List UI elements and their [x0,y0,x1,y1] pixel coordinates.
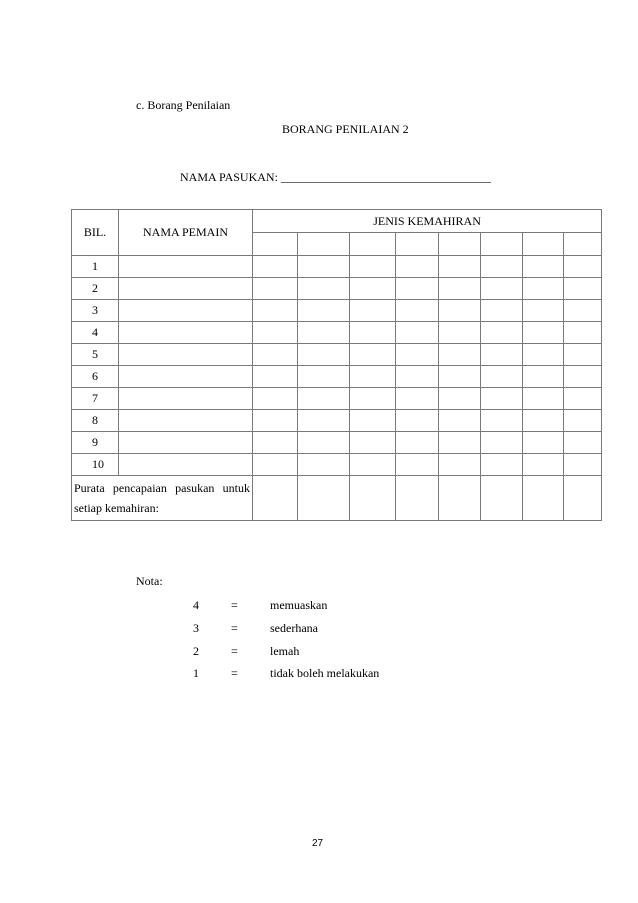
score-cell[interactable] [350,432,396,454]
score-cell[interactable] [350,454,396,476]
team-name-label: NAMA PASUKAN: ___________________________________ [180,170,491,184]
score-cell[interactable] [396,344,439,366]
skill-cell[interactable] [439,233,481,256]
player-name-cell[interactable] [119,300,253,322]
notes-title: Nota: [136,574,163,588]
score-cell[interactable] [439,410,481,432]
note-description: sederhana [270,621,318,635]
summary-cell[interactable] [253,476,298,521]
score-cell[interactable] [481,454,523,476]
table-row [72,388,602,410]
score-cell[interactable] [396,410,439,432]
score-cell[interactable] [481,388,523,410]
table-row [72,344,602,366]
score-cell[interactable] [396,300,439,322]
score-cell[interactable] [396,388,439,410]
score-cell[interactable] [253,454,298,476]
score-cell[interactable] [439,344,481,366]
row-number: 4 [72,322,119,344]
row-number: 6 [72,366,119,388]
form-title: BORANG PENILAIAN 2 [282,122,409,136]
note-description: tidak boleh melakukan [270,666,380,680]
table-row [72,278,602,300]
table-row [72,366,602,388]
score-cell[interactable] [298,454,350,476]
score-cell[interactable] [564,366,602,388]
section-label: c. Borang Penilaian [136,98,231,112]
score-cell[interactable] [564,322,602,344]
score-cell[interactable] [298,300,350,322]
row-number: 10 [72,454,119,476]
note-score: 1 [193,666,199,680]
score-cell[interactable] [523,454,564,476]
score-cell[interactable] [253,388,298,410]
score-cell[interactable] [564,388,602,410]
row-number: 1 [72,256,119,278]
score-cell[interactable] [253,278,298,300]
score-cell[interactable] [298,278,350,300]
row-number: 8 [72,410,119,432]
score-cell[interactable] [523,410,564,432]
score-cell[interactable] [523,278,564,300]
score-cell[interactable] [564,344,602,366]
score-cell[interactable] [439,278,481,300]
score-cell[interactable] [481,278,523,300]
skill-cell[interactable] [396,233,439,256]
score-cell[interactable] [253,344,298,366]
page-number: 27 [312,838,324,849]
score-cell[interactable] [396,454,439,476]
score-cell[interactable] [350,300,396,322]
score-cell[interactable] [396,432,439,454]
score-cell[interactable] [350,278,396,300]
table-row [72,256,602,278]
score-cell[interactable] [523,366,564,388]
score-cell[interactable] [523,322,564,344]
skill-cell[interactable] [523,233,564,256]
score-cell[interactable] [523,388,564,410]
header-player-name: NAMA PEMAIN [119,210,253,256]
score-cell[interactable] [253,322,298,344]
score-cell[interactable] [298,432,350,454]
table-row [72,300,602,322]
note-score: 4 [193,598,199,612]
score-cell[interactable] [439,256,481,278]
player-name-cell[interactable] [119,278,253,300]
score-cell[interactable] [350,410,396,432]
score-cell[interactable] [439,322,481,344]
score-cell[interactable] [298,256,350,278]
score-cell[interactable] [564,278,602,300]
skill-cell[interactable] [298,233,350,256]
score-cell[interactable] [396,256,439,278]
score-cell[interactable] [523,256,564,278]
score-cell[interactable] [481,344,523,366]
row-number: 3 [72,300,119,322]
note-equals: = [231,598,238,612]
score-cell[interactable] [298,388,350,410]
table-row [72,322,602,344]
player-name-cell[interactable] [119,256,253,278]
note-score: 3 [193,621,199,635]
score-cell[interactable] [253,432,298,454]
summary-cell[interactable] [350,476,396,521]
summary-cell[interactable] [439,476,481,521]
score-cell[interactable] [523,344,564,366]
note-equals: = [231,644,238,658]
score-cell[interactable] [523,300,564,322]
summary-cell[interactable] [481,476,523,521]
summary-cell[interactable] [396,476,439,521]
score-cell[interactable] [350,366,396,388]
score-cell[interactable] [253,256,298,278]
score-cell[interactable] [564,256,602,278]
score-cell[interactable] [564,432,602,454]
row-number: 7 [72,388,119,410]
player-name-cell[interactable] [119,388,253,410]
score-cell[interactable] [481,366,523,388]
score-cell[interactable] [439,388,481,410]
summary-cell[interactable] [523,476,564,521]
score-cell[interactable] [350,256,396,278]
score-cell[interactable] [253,410,298,432]
score-cell[interactable] [396,278,439,300]
player-name-cell[interactable] [119,322,253,344]
score-cell[interactable] [564,300,602,322]
note-equals: = [231,666,238,680]
summary-cell[interactable] [298,476,350,521]
summary-label: Purata pencapaian pasukan untuk setiap kemahiran: [72,476,253,521]
score-cell[interactable] [350,344,396,366]
score-cell[interactable] [298,366,350,388]
score-cell[interactable] [350,388,396,410]
row-number: 5 [72,344,119,366]
score-cell[interactable] [396,322,439,344]
note-description: lemah [270,644,300,658]
table-row [72,454,602,476]
score-cell[interactable] [298,322,350,344]
note-equals: = [231,621,238,635]
score-cell[interactable] [439,432,481,454]
score-cell[interactable] [481,410,523,432]
score-cell[interactable] [439,366,481,388]
summary-cell[interactable] [564,476,602,521]
score-cell[interactable] [350,322,396,344]
skill-cell[interactable] [564,233,602,256]
player-name-cell[interactable] [119,344,253,366]
score-cell[interactable] [481,432,523,454]
row-number: 9 [72,432,119,454]
note-description: memuaskan [270,598,328,612]
score-cell[interactable] [439,454,481,476]
row-number: 2 [72,278,119,300]
summary-row [72,476,602,521]
score-cell[interactable] [481,322,523,344]
score-cell[interactable] [439,300,481,322]
player-name-cell[interactable] [119,410,253,432]
header-skill-type: JENIS KEMAHIRAN [253,210,602,233]
table-row [72,410,602,432]
skill-cell[interactable] [253,233,298,256]
table-header-row [72,210,602,233]
score-cell[interactable] [396,366,439,388]
player-name-cell[interactable] [119,366,253,388]
score-cell[interactable] [481,300,523,322]
table-row [72,432,602,454]
score-cell[interactable] [481,256,523,278]
score-cell[interactable] [523,432,564,454]
score-cell[interactable] [564,410,602,432]
score-cell[interactable] [298,410,350,432]
score-cell[interactable] [253,366,298,388]
player-name-cell[interactable] [119,432,253,454]
assessment-table [71,209,602,521]
score-cell[interactable] [564,454,602,476]
score-cell[interactable] [298,344,350,366]
note-score: 2 [193,644,199,658]
player-name-cell[interactable] [119,454,253,476]
skill-cell[interactable] [481,233,523,256]
header-bil: BIL. [72,210,119,256]
skill-cell[interactable] [350,233,396,256]
score-cell[interactable] [253,300,298,322]
